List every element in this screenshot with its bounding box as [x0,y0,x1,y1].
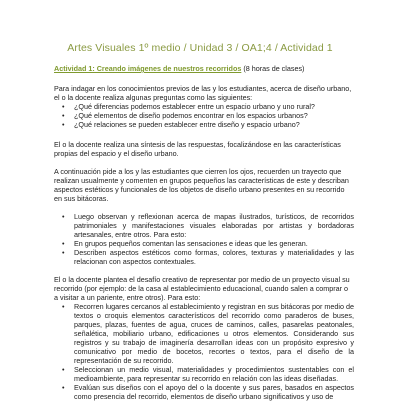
intro-paragraph: Para indagar en los conocimientos previos de las y los estudiantes, acerca de diseño urbano, el o la docente realiza algunas preguntas como las siguientes: [54,84,352,102]
challenge-item: • Recorren lugares cercanos al establecimiento y registran en sus bitácoras por medio de textos o croquis elementos característicos del recorrido como paraderos de buses, parques, plazas, fuentes de agua, cruces de caminos, calles, pasarelas peatonales, señalética, mobiliario urbano, edificaciones u otros elementos. Considerando sus registros y su trabajo de imaginería desarrollan ideas con un propósito expresivo y comunicativo por medio de bocetos, recortes o textos, para el diseño de la representación de su recorrido. [62,302,354,365]
groups-list [54,212,354,266]
question-item: • ¿Qué diferencias podemos establecer entre un espacio urbano y uno rural? [62,102,354,111]
groups-item: • Luego observan y reflexionan acerca de mapas ilustrados, turísticos, de recorridos patrimoniales y manifestaciones visuales elaboradas por artistas y bordadoras artesanales, entre otros. Para esto: [62,212,354,239]
synthesis-paragraph: El o la docente realiza una síntesis de las respuestas, focalizándose en las características propias del espacio y el diseño urbano. [54,140,341,158]
challenge-list [54,302,354,401]
challenge-item: • Seleccionan un medio visual, materialidades y procedimientos sustentables con el medioambiente, para representar su recorrido en relación con las ideas diseñadas. [62,365,354,383]
question-item: • ¿Qué elementos de diseño podemos encontrar en los espacios urbanos? [62,111,354,120]
document-body [54,64,354,401]
groups-paragraph: A continuación pide a los y las estudiantes que cierren los ojos, recuerden un trayecto que realizan usualmente y comenten en grupos pequeños las características de este y describan aspectos estéticos y funcionales de los objetos de diseño urbano presentes en su recorrido en sus bitácoras. [54,167,349,203]
challenge-item: • Evalúan sus diseños con el apoyo del o la docente y sus pares, basados en aspectos como presencia del recorrido, elementos de diseño urbano significativos y uso de [62,383,354,401]
document-header: Artes Visuales 1º medio / Unidad 3 / OA1;4 / Actividad 1 [67,42,333,54]
question-list [54,102,354,129]
groups-item: • En grupos pequeños comentan las sensaciones e ideas que les generan. [62,239,354,248]
challenge-paragraph: El o la docente plantea el desafío creativo de representar por medio de un proyecto visual su recorrido (por ejemplo: de la casa al establecimiento educacional, cuando salen a comprar o a visitar a un pariente, entre otros). Para esto: [54,275,350,302]
activity-title: Actividad 1: Creando imágenes de nuestros recorridos [54,64,242,73]
question-item: • ¿Qué relaciones se pueden establecer entre diseño y espacio urbano? [62,120,354,129]
activity-duration: (8 horas de clases) [243,64,305,73]
activity-heading [54,64,354,73]
groups-item: • Describen aspectos estéticos como formas, colores, texturas y materialidades y las relacionan con aspectos contextuales. [62,248,354,266]
